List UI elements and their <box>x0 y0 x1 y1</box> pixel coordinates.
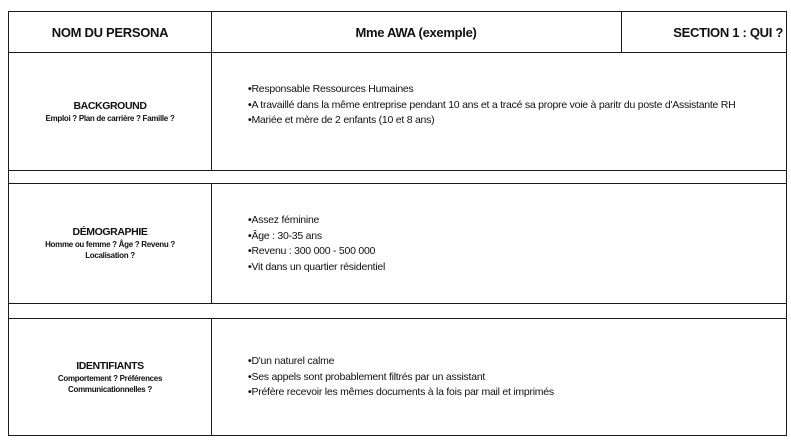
background-list <box>248 82 778 129</box>
list-item: • Préfère recevoir les mêmes documents à la fois par mail et imprimés <box>248 385 778 401</box>
background-subtitle: Emploi ? Plan de carrière ? Famille ? <box>45 113 175 123</box>
list-item: • Ses appels sont probablement filtrés par un assistant <box>248 370 778 386</box>
background-label-cell <box>8 52 212 171</box>
header-name-label: NOM DU PERSONA <box>8 11 212 53</box>
demographics-list <box>248 213 778 275</box>
row-divider <box>8 303 787 319</box>
identifiers-label-cell <box>8 318 212 436</box>
demographics-title: DÉMOGRAPHIE <box>72 226 148 238</box>
demographics-label-cell <box>8 183 212 304</box>
demographics-content-cell <box>211 183 787 304</box>
background-content-cell <box>211 52 787 171</box>
background-title: BACKGROUND <box>73 99 147 112</box>
list-item: • Âge : 30-35 ans <box>248 229 778 245</box>
list-item: • A travaillé dans la même entreprise pendant 10 ans et a tracé sa propre voie à paritr du poste d'Assistante RH <box>248 98 778 114</box>
list-item: • D'un naturel calme <box>248 354 778 370</box>
list-item: • Revenu : 300 000 - 500 000 <box>248 244 778 260</box>
list-item: • Assez féminine <box>248 213 778 229</box>
identifiers-title: IDENTIFIANTS <box>76 359 144 372</box>
identifiers-subtitle: Comportement ? Préférences Communicationnelles ? <box>57 373 163 394</box>
list-item: • Mariée et mère de 2 enfants (10 et 8 ans) <box>248 113 778 129</box>
header-persona-name: Mme AWA (exemple) <box>211 11 622 53</box>
list-item: • Vit dans un quartier résidentiel <box>248 260 778 276</box>
list-item: • Responsable Ressources Humaines <box>248 82 778 98</box>
row-divider <box>8 170 787 184</box>
demographics-subtitle: Homme ou femme ? Âge ? Revenu ? Localisation ? <box>45 240 175 260</box>
header-section-title: SECTION 1 : QUI ? <box>621 11 787 53</box>
identifiers-list <box>248 354 778 401</box>
identifiers-content-cell <box>211 318 787 436</box>
